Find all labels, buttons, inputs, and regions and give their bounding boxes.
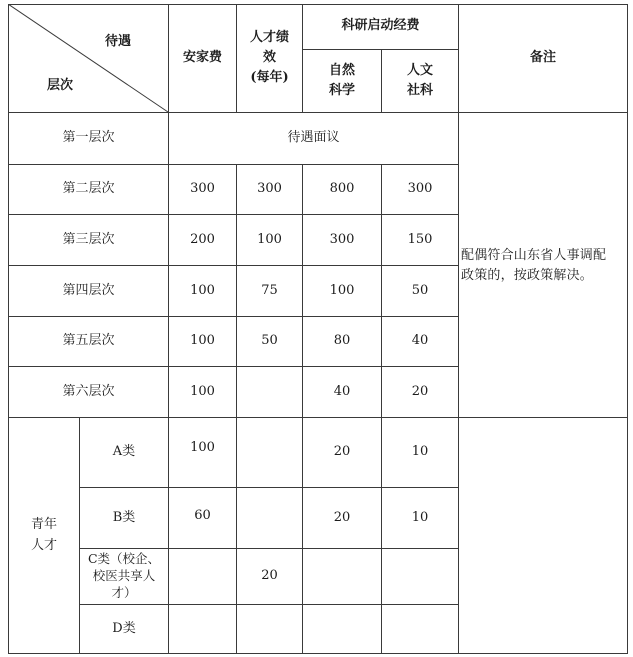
youth-label-line1: 青年 [30, 517, 57, 533]
row-level-label: 第四层次 [62, 282, 115, 298]
remarks-note-line1: 配偶符合山东省人事调配 [461, 248, 607, 263]
humanities-value: 50 [411, 282, 429, 298]
performance-value: 50 [261, 333, 278, 349]
performance-value: 100 [257, 231, 282, 247]
row1-merged-negotiable: 待遇面议 [287, 130, 340, 146]
natural-science-value: 800 [329, 181, 355, 197]
header-treatment: 待遇 [104, 33, 131, 49]
natural-science-value: 100 [329, 282, 355, 298]
border-bottom [8, 653, 628, 654]
performance-value: 300 [257, 181, 282, 197]
header-natural-line2: 科学 [328, 83, 355, 98]
natural-science-value: 300 [329, 231, 355, 247]
header-humanities-line2: 社科 [406, 83, 433, 98]
youth-humanities-value: 10 [411, 444, 429, 460]
youth-type-c-line1: C类（校企、 [87, 551, 161, 567]
header-level: 层次 [46, 77, 73, 93]
header-performance-line2: 效 [262, 49, 276, 65]
youth-type-label: B类 [112, 509, 136, 525]
header-settlement: 安家费 [182, 49, 222, 65]
talent-treatment-table [8, 4, 628, 654]
youth-type-c-line2: 校医共享人 [92, 568, 156, 584]
header-performance-line1: 人才绩 [249, 29, 289, 45]
youth-type-label: D类 [112, 620, 136, 636]
settlement-value: 100 [190, 333, 215, 349]
youth-label-line2: 人才 [30, 537, 57, 553]
youth-settlement-value: 60 [194, 507, 211, 523]
humanities-value: 150 [407, 231, 433, 247]
header-performance [237, 4, 302, 112]
border-right [627, 4, 628, 654]
row-level-label: 第六层次 [62, 383, 115, 399]
header-diagonal-line [8, 4, 169, 113]
settlement-value: 300 [190, 181, 215, 197]
youth-type-c-line3: 才） [111, 584, 137, 600]
settlement-value: 100 [190, 282, 215, 298]
humanities-value: 300 [407, 181, 433, 197]
youth-type-label: A类 [112, 444, 136, 460]
header-remarks: 备注 [529, 49, 556, 65]
youth-type-label-c [80, 549, 168, 604]
natural-science-value: 40 [333, 383, 351, 399]
header-natural-line1: 自然 [328, 62, 355, 78]
humanities-value: 20 [411, 383, 429, 399]
performance-value [237, 367, 302, 417]
header-natural-science [303, 50, 381, 112]
youth-settlement-value: 100 [190, 439, 215, 455]
youth-talent-label [9, 418, 79, 653]
performance-value: 75 [261, 282, 278, 298]
header-research: 科研启动经费 [341, 18, 420, 34]
header-performance-line3: (每年) [250, 70, 289, 86]
youth-performance-value: 20 [261, 568, 278, 584]
header-humanities [382, 50, 458, 112]
humanities-value: 40 [411, 333, 429, 349]
youth-humanities-value: 10 [411, 509, 429, 525]
settlement-value: 200 [190, 231, 215, 247]
header-humanities-line1: 人文 [406, 62, 433, 78]
youth-natural-value: 20 [333, 509, 351, 525]
settlement-value: 100 [190, 383, 215, 399]
row-level-label: 第三层次 [62, 231, 115, 247]
youth-natural-value: 20 [333, 444, 351, 460]
row-level-label: 第一层次 [62, 130, 115, 146]
row-level-label: 第五层次 [62, 333, 115, 349]
remarks-note [461, 246, 627, 286]
row-level-label: 第二层次 [62, 181, 115, 197]
remarks-note-line2: 政策的，按政策解决。 [461, 268, 594, 284]
natural-science-value: 80 [333, 333, 351, 349]
